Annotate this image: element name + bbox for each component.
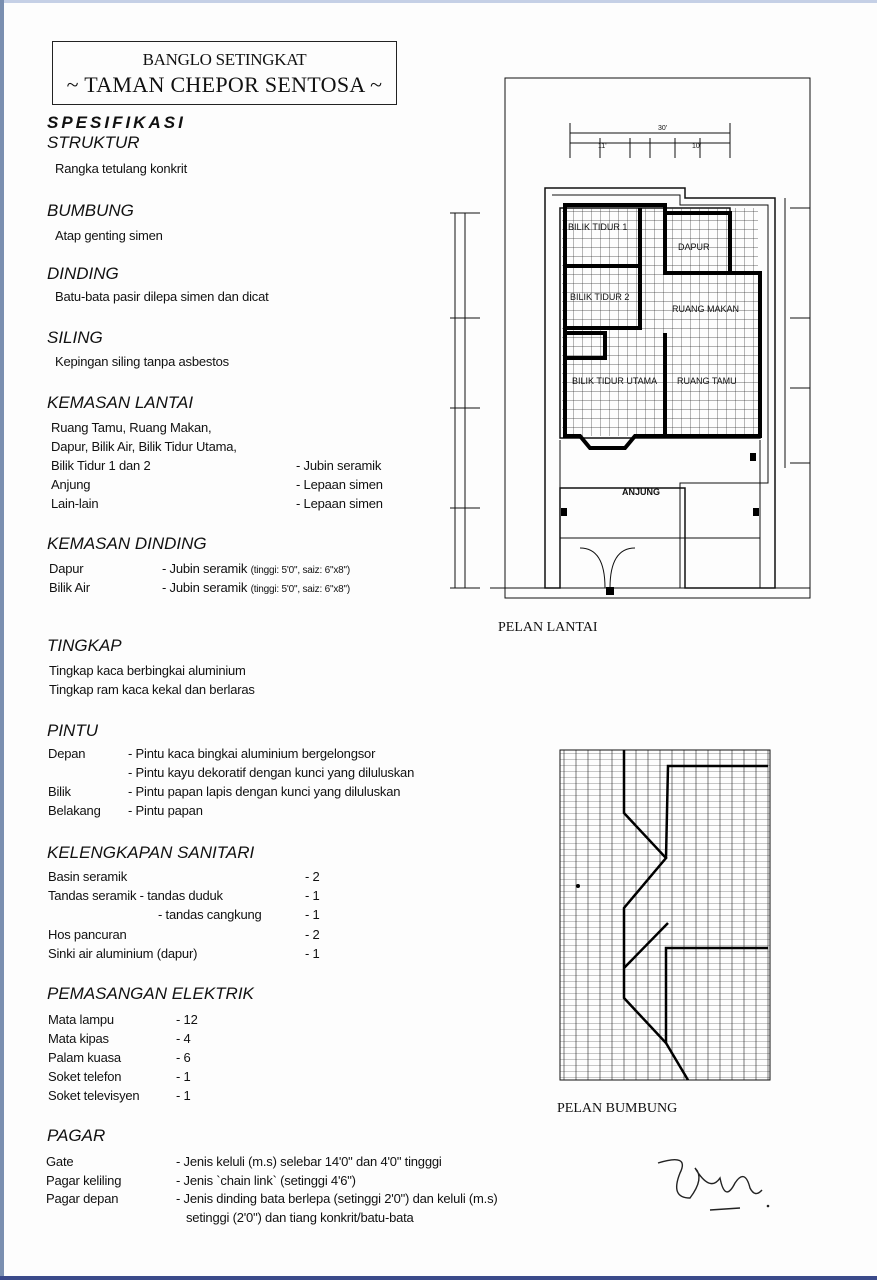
elektrik-count: - 4 — [176, 1031, 191, 1046]
room-label: ANJUNG — [622, 487, 661, 497]
title-box — [52, 41, 397, 105]
dinding-text: Batu-bata pasir dilepa simen dan dicat — [55, 289, 269, 304]
sanitari-heading: KELENGKAPAN SANITARI — [47, 843, 255, 862]
room-label: BILIK TIDUR UTAMA — [572, 376, 658, 386]
pagar-value: - Jenis keluli (m.s) selebar 14'0" dan 4'0" tingggi — [176, 1154, 442, 1169]
elektrik-count: - 1 — [176, 1088, 191, 1103]
roof-plan-caption: PELAN BUMBUNG — [557, 1101, 678, 1116]
sanitari-label: Tandas seramik - tandas duduk — [48, 888, 223, 903]
kemasan-lantai-heading: KEMASAN LANTAI — [47, 393, 194, 412]
bumbung-text: Atap genting simen — [55, 228, 163, 243]
pintu-value: - Pintu papan lapis dengan kunci yang diluluskan — [128, 784, 401, 799]
tingkap-heading: TINGKAP — [47, 636, 122, 655]
sanitari-count: - 1 — [305, 946, 320, 961]
elektrik-count: - 1 — [176, 1069, 191, 1084]
dimension-label: 30' — [658, 125, 668, 132]
pintu-label: Bilik — [48, 784, 71, 799]
pintu-value: - Pintu kayu dekoratif dengan kunci yang diluluskan — [128, 765, 415, 780]
room-label: RUANG TAMU — [677, 376, 737, 386]
lantai-line: Lain-lain — [51, 496, 99, 511]
sanitari-count: - 1 — [305, 888, 320, 903]
bumbung-heading: BUMBUNG — [47, 201, 134, 220]
elektrik-label: Soket televisyen — [48, 1088, 140, 1103]
dimension-label: 11' — [598, 143, 607, 150]
pagar-value: setinggi (2'0") dan tiang konkrit/batu-bata — [186, 1210, 414, 1225]
room-label: BILIK TIDUR 2 — [570, 292, 630, 302]
floor-plan-drawing — [430, 68, 830, 613]
elektrik-label: Mata lampu — [48, 1012, 114, 1027]
sanitari-count: - 2 — [305, 869, 320, 884]
signature-image — [650, 1148, 780, 1218]
title-line1: BANGLO SETINGKAT — [142, 50, 307, 69]
room-label: DAPUR — [678, 242, 710, 252]
tingkap-line: Tingkap ram kaca kekal dan berlaras — [49, 682, 255, 697]
elektrik-label: Soket telefon — [48, 1069, 122, 1084]
elektrik-count: - 6 — [176, 1050, 191, 1065]
lantai-line: Anjung — [51, 477, 91, 492]
lantai-value: - Jubin seramik — [296, 458, 382, 473]
struktur-heading: STRUKTUR — [47, 133, 140, 152]
dimension-label: 10' — [692, 143, 702, 150]
pagar-label: Gate — [46, 1154, 74, 1169]
pintu-label: Depan — [48, 746, 86, 761]
sanitari-count: - 1 — [305, 907, 320, 922]
lantai-value: - Lepaan simen — [296, 496, 383, 511]
sanitari-label: Hos pancuran — [48, 927, 127, 942]
pagar-value: - Jenis dinding bata berlepa (setinggi 2'0") dan keluli (m.s) — [176, 1191, 498, 1206]
dinding-row-value: - Jubin seramik (tinggi: 5'0", saiz: 6"x8") — [162, 580, 350, 595]
tingkap-line: Tingkap kaca berbingkai aluminium — [49, 663, 246, 678]
lantai-value: - Lepaan simen — [296, 477, 383, 492]
pintu-value: - Pintu papan — [128, 803, 203, 818]
room-label: RUANG MAKAN — [672, 304, 740, 314]
dinding-heading: DINDING — [47, 264, 119, 283]
room-label: BILIK TIDUR 1 — [568, 222, 628, 232]
struktur-text: Rangka tetulang konkrit — [55, 161, 187, 176]
pagar-label: Pagar depan — [46, 1191, 119, 1206]
scan-edge-left — [0, 0, 4, 1280]
floor-plan-caption: PELAN LANTAI — [498, 620, 598, 635]
elektrik-heading: PEMASANGAN ELEKTRIK — [47, 984, 254, 1003]
lantai-line: Ruang Tamu, Ruang Makan, — [51, 420, 212, 435]
dinding-row-label: Dapur — [49, 561, 84, 576]
title-line2: ~ TAMAN CHEPOR SENTOSA ~ — [66, 72, 383, 97]
dinding-row-value: - Jubin seramik (tinggi: 5'0", saiz: 6"x8") — [162, 561, 350, 576]
pintu-heading: PINTU — [47, 721, 98, 740]
sanitari-count: - 2 — [305, 927, 320, 942]
spesifikasi-heading: SPESIFIKASI — [47, 113, 186, 132]
sanitari-label: Basin seramik — [48, 869, 128, 884]
elektrik-label: Mata kipas — [48, 1031, 109, 1046]
siling-text: Kepingan siling tanpa asbestos — [55, 354, 229, 369]
pintu-label: Belakang — [48, 803, 101, 818]
elektrik-label: Palam kuasa — [48, 1050, 121, 1065]
lantai-line: Dapur, Bilik Air, Bilik Tidur Utama, — [51, 439, 237, 454]
roof-plan-drawing — [558, 748, 773, 1083]
sanitari-label: Sinki air aluminium (dapur) — [48, 946, 198, 961]
pagar-value: - Jenis `chain link` (setinggi 4'6") — [176, 1173, 356, 1188]
scan-edge-bottom — [0, 1276, 877, 1280]
kemasan-dinding-heading: KEMASAN DINDING — [47, 534, 207, 553]
siling-heading: SILING — [47, 328, 103, 347]
lantai-line: Bilik Tidur 1 dan 2 — [51, 458, 151, 473]
scan-edge-top — [0, 0, 877, 3]
pagar-label: Pagar keliling — [46, 1173, 122, 1188]
dinding-row-label: Bilik Air — [49, 580, 90, 595]
pagar-heading: PAGAR — [47, 1126, 106, 1145]
elektrik-count: - 12 — [176, 1012, 198, 1027]
sanitari-label: - tandas cangkung — [158, 907, 262, 922]
pintu-value: - Pintu kaca bingkai aluminium bergelongsor — [128, 746, 376, 761]
